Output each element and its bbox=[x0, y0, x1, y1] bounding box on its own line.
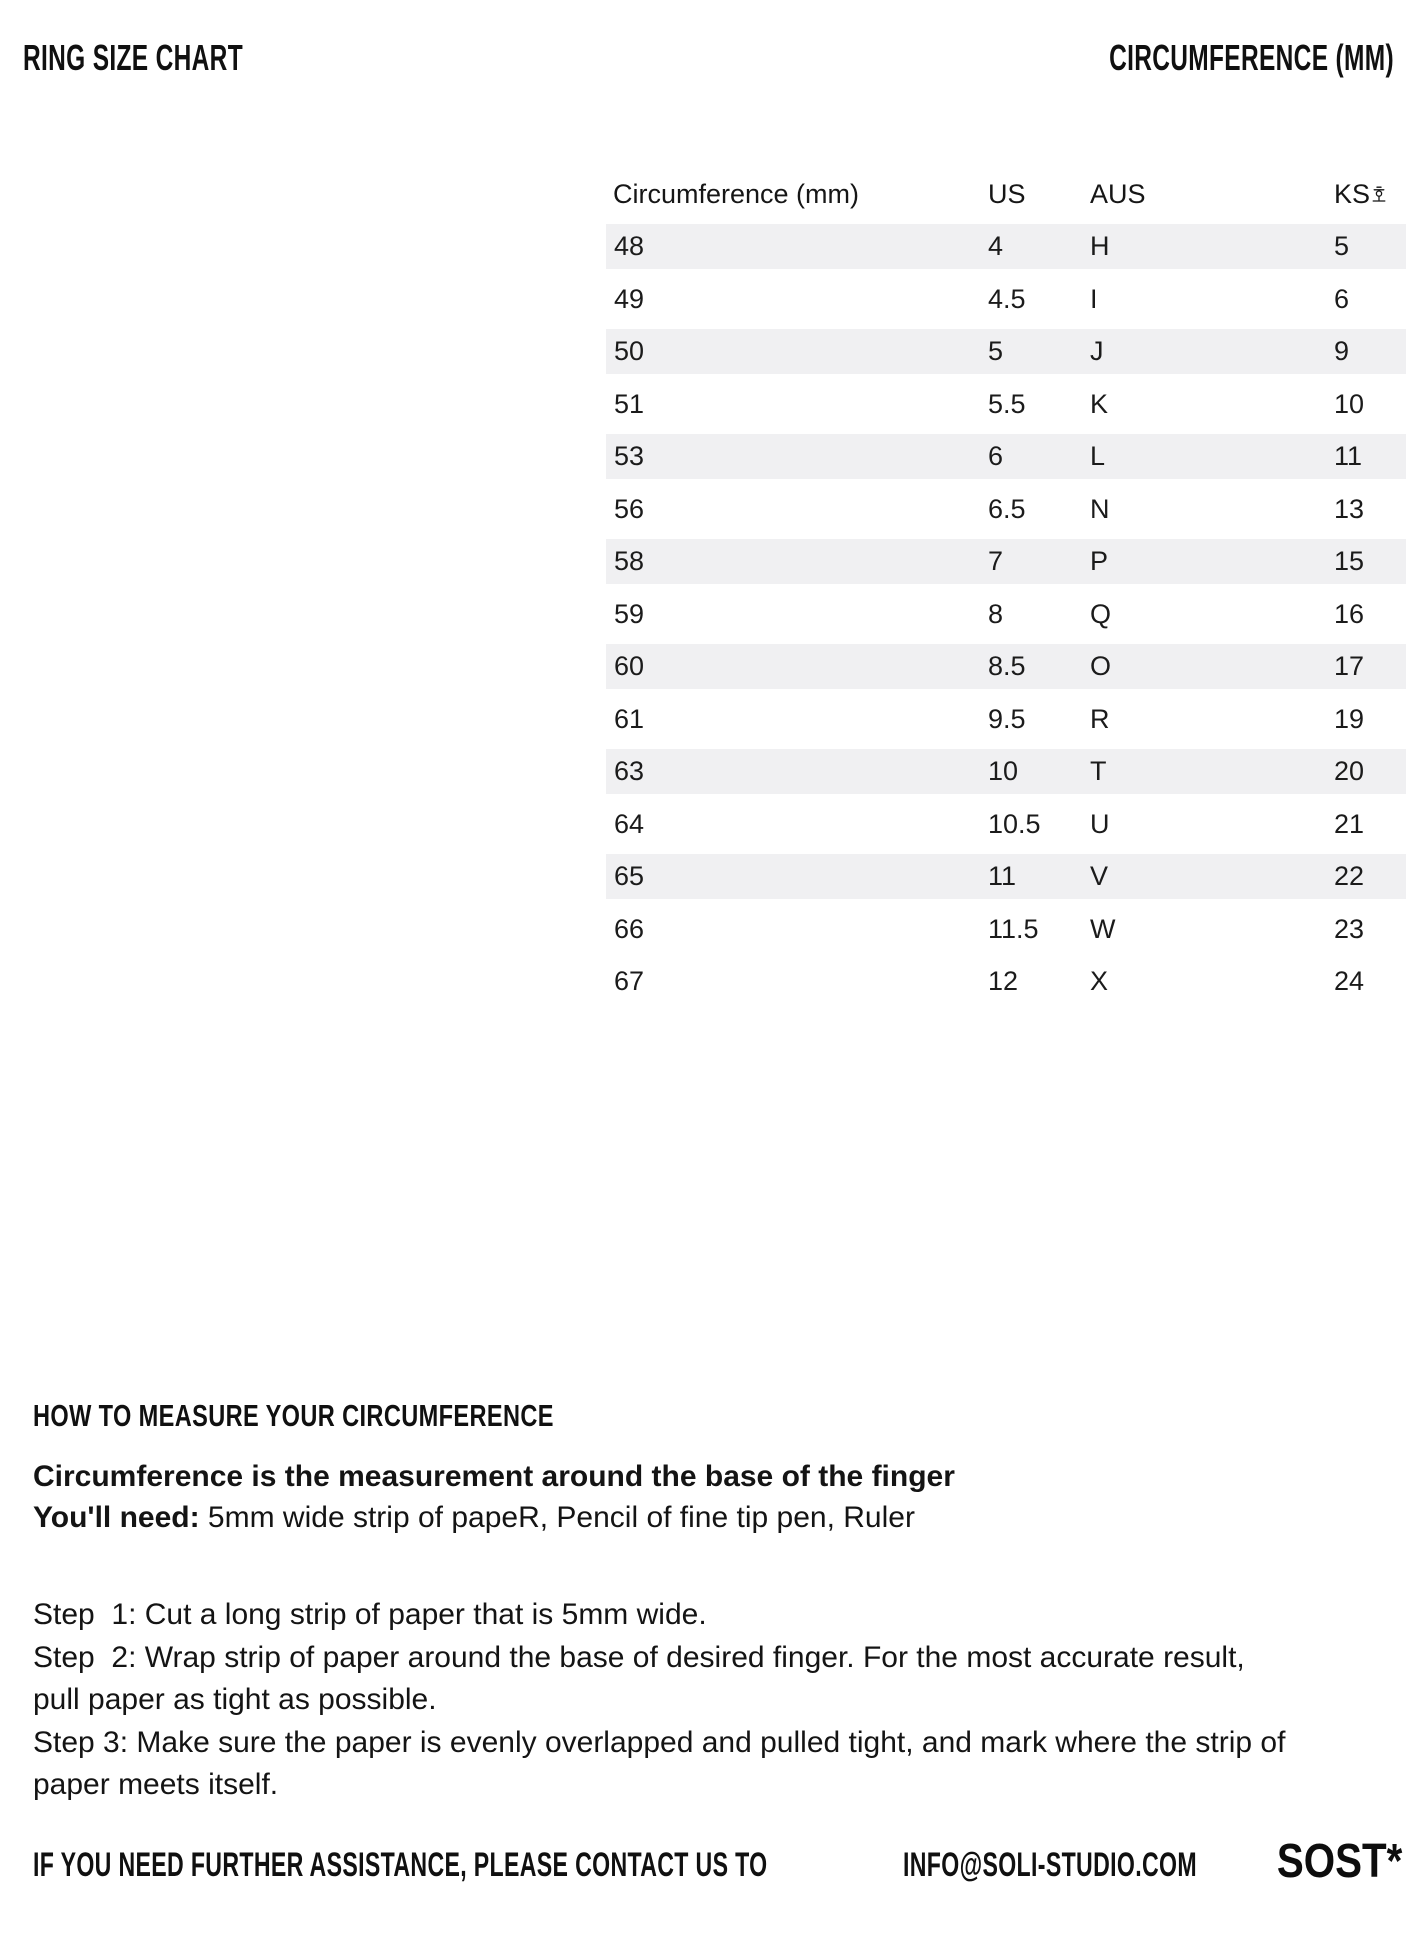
howto-steps bbox=[33, 1594, 1285, 1807]
header-ks bbox=[1334, 179, 1406, 210]
cell-us: 5.5 bbox=[988, 388, 1026, 419]
footer-brand-logo: SOST* bbox=[1276, 1835, 1402, 1888]
cell-ks: 10 bbox=[1334, 388, 1365, 419]
cell-ks: 11 bbox=[1334, 441, 1363, 471]
table-row bbox=[606, 329, 1406, 374]
table-row bbox=[606, 487, 1406, 532]
cell-us: 11.5 bbox=[988, 913, 1039, 944]
need-line bbox=[33, 1497, 955, 1538]
cell-circumference: 58 bbox=[614, 546, 645, 576]
table-row bbox=[606, 644, 1406, 689]
step-line: pull paper as tight as possible. bbox=[33, 1683, 437, 1716]
cell-circumference: 49 bbox=[614, 283, 645, 314]
cell-us: 10 bbox=[988, 756, 1019, 786]
ring-size-table bbox=[606, 164, 1406, 1012]
cell-circumference: 56 bbox=[614, 493, 645, 524]
cell-circumference: 66 bbox=[614, 913, 645, 944]
intro-bold-line: Circumference is the measurement around the base of the finger bbox=[33, 1460, 955, 1493]
table-row bbox=[606, 382, 1406, 427]
cell-us: 7 bbox=[988, 546, 1004, 576]
cell-us: 12 bbox=[988, 966, 1019, 996]
table-row bbox=[606, 277, 1406, 322]
cell-us: 4 bbox=[988, 231, 1004, 261]
table-row bbox=[606, 592, 1406, 637]
cell-ks: 24 bbox=[1334, 966, 1365, 996]
footer-assistance-text: IF YOU NEED FURTHER ASSISTANCE, PLEASE CONTACT US TO bbox=[33, 1846, 768, 1884]
table-row bbox=[606, 907, 1406, 952]
cell-aus: K bbox=[1090, 388, 1109, 419]
cell-aus: R bbox=[1090, 703, 1110, 734]
cell-circumference: 59 bbox=[614, 598, 645, 629]
table-header-row bbox=[606, 164, 1406, 224]
cell-aus: Q bbox=[1090, 598, 1112, 629]
cell-circumference: 64 bbox=[614, 808, 645, 839]
table-body bbox=[606, 224, 1406, 1004]
cell-us: 4.5 bbox=[988, 283, 1026, 314]
cell-us: 8 bbox=[988, 598, 1004, 629]
cell-aus: V bbox=[1090, 861, 1109, 891]
need-text: 5mm wide strip of papeR, Pencil of fine tip pen, Ruler bbox=[199, 1501, 915, 1534]
table-row bbox=[606, 854, 1406, 899]
table-row bbox=[606, 697, 1406, 742]
cell-circumference: 67 bbox=[614, 966, 645, 996]
cell-circumference: 50 bbox=[614, 336, 645, 366]
hangul-ho-glyph bbox=[1372, 186, 1386, 203]
howto-intro bbox=[33, 1456, 955, 1538]
cell-aus: X bbox=[1090, 966, 1109, 996]
cell-ks: 17 bbox=[1334, 651, 1365, 681]
cell-aus: L bbox=[1090, 441, 1106, 471]
table-row bbox=[606, 802, 1406, 847]
table-row bbox=[606, 959, 1406, 1004]
table-row bbox=[606, 434, 1406, 479]
cell-ks: 16 bbox=[1334, 598, 1365, 629]
table-row bbox=[606, 749, 1406, 794]
header-aus: AUS bbox=[1090, 179, 1146, 209]
cell-us: 8.5 bbox=[988, 651, 1026, 681]
cell-us: 6.5 bbox=[988, 493, 1026, 524]
table-row bbox=[606, 539, 1406, 584]
cell-circumference: 48 bbox=[614, 231, 645, 261]
cell-circumference: 53 bbox=[614, 441, 645, 471]
cell-aus: P bbox=[1090, 546, 1109, 576]
cell-us: 5 bbox=[988, 336, 1004, 366]
cell-circumference: 63 bbox=[614, 756, 645, 786]
cell-circumference: 65 bbox=[614, 861, 645, 891]
header-ks-label: KS bbox=[1334, 179, 1371, 209]
page-subtitle: CIRCUMFERENCE (MM) bbox=[1109, 37, 1394, 78]
step-line: Step 3: Make sure the paper is evenly overlapped and pulled tight, and mark where the strip of bbox=[33, 1725, 1286, 1759]
footer-email: INFO@SOLI-STUDIO.COM bbox=[903, 1846, 1197, 1884]
need-label: You'll need: bbox=[33, 1501, 200, 1534]
cell-ks: 23 bbox=[1334, 913, 1365, 944]
cell-aus: H bbox=[1090, 231, 1110, 261]
cell-aus: N bbox=[1090, 493, 1110, 524]
cell-us: 9.5 bbox=[988, 703, 1026, 734]
cell-aus: O bbox=[1090, 651, 1112, 681]
cell-ks: 20 bbox=[1334, 756, 1365, 786]
cell-us: 10.5 bbox=[988, 808, 1041, 839]
cell-aus: U bbox=[1090, 808, 1110, 839]
cell-ks: 15 bbox=[1334, 546, 1365, 576]
cell-aus: I bbox=[1090, 283, 1098, 314]
howto-heading: HOW TO MEASURE YOUR CIRCUMFERENCE bbox=[33, 1398, 554, 1433]
step-line: Step 2: Wrap strip of paper around the base of desired finger. For the most accurate result, bbox=[33, 1640, 1245, 1674]
cell-ks: 5 bbox=[1334, 231, 1350, 261]
step-line: Step 1: Cut a long strip of paper that is 5mm wide. bbox=[33, 1598, 707, 1631]
header-circumference: Circumference (mm) bbox=[613, 179, 860, 209]
cell-circumference: 51 bbox=[614, 388, 645, 419]
cell-circumference: 61 bbox=[614, 703, 645, 734]
cell-ks: 21 bbox=[1334, 808, 1365, 839]
table-row bbox=[606, 224, 1406, 269]
cell-aus: J bbox=[1090, 336, 1104, 366]
step-line: paper meets itself. bbox=[33, 1768, 279, 1801]
cell-ks: 22 bbox=[1334, 861, 1365, 891]
header-us: US bbox=[988, 179, 1026, 209]
cell-ks: 6 bbox=[1334, 283, 1350, 314]
cell-us: 11 bbox=[988, 861, 1017, 891]
cell-circumference: 60 bbox=[614, 651, 645, 681]
cell-aus: T bbox=[1090, 756, 1107, 786]
cell-ks: 13 bbox=[1334, 493, 1365, 524]
page-title: RING SIZE CHART bbox=[23, 37, 243, 78]
cell-ks: 19 bbox=[1334, 703, 1365, 734]
cell-ks: 9 bbox=[1334, 336, 1350, 366]
cell-aus: W bbox=[1090, 913, 1116, 944]
cell-us: 6 bbox=[988, 441, 1004, 471]
